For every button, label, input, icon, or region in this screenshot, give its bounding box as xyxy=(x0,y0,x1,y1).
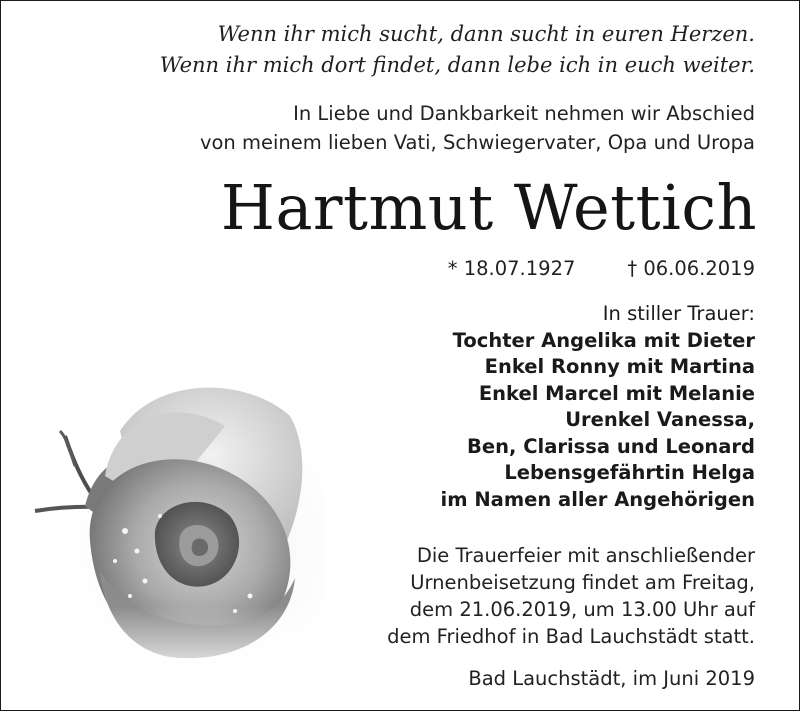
intro-line-1: In Liebe und Dankbarkeit nehmen wir Abschied xyxy=(293,102,755,125)
mourner-line: Enkel Marcel mit Melanie xyxy=(478,381,755,405)
quote-line-2: Wenn ihr mich dort findet, dann lebe ich in euch weiter. xyxy=(159,53,755,77)
mourners-list xyxy=(335,301,755,513)
mourner-line: Ben, Clarissa und Leonard xyxy=(467,434,755,458)
birth-date: * 18.07.1927 xyxy=(447,257,576,280)
mourner-line: Urenkel Vanessa, xyxy=(565,408,755,431)
memorial-quote xyxy=(35,19,755,81)
mourner-line: im Namen aller Angehörigen xyxy=(440,487,755,511)
quote-line-1: Wenn ihr mich sucht, dann sucht in euren Herzen. xyxy=(217,22,755,46)
life-dates xyxy=(335,255,755,283)
mourners-heading: In stiller Trauer: xyxy=(602,302,755,325)
mourner-line: Enkel Ronny mit Martina xyxy=(484,355,755,378)
funeral-info-line: Die Trauerfeier mit anschließender xyxy=(416,544,755,567)
funeral-info-line: dem Friedhof in Bad Lauchstädt statt. xyxy=(387,625,755,648)
funeral-info-line: Urnenbeisetzung findet am Freitag, xyxy=(410,571,755,594)
rose-image xyxy=(5,356,325,686)
mourner-line: Tochter Angelika mit Dieter xyxy=(452,328,755,352)
place-and-date: Bad Lauchstädt, im Juni 2019 xyxy=(468,667,755,690)
funeral-info-line: dem 21.06.2019, um 13.00 Uhr auf xyxy=(409,598,755,621)
farewell-intro xyxy=(35,99,755,157)
mourner-line: Lebensgefährtin Helga xyxy=(504,461,755,484)
funeral-info xyxy=(315,542,755,650)
intro-line-2: von meinem lieben Vati, Schwiegervater, Opa und Uropa xyxy=(199,131,755,154)
deceased-name: Hartmut Wettich xyxy=(220,171,757,244)
death-date: † 06.06.2019 xyxy=(627,257,755,280)
